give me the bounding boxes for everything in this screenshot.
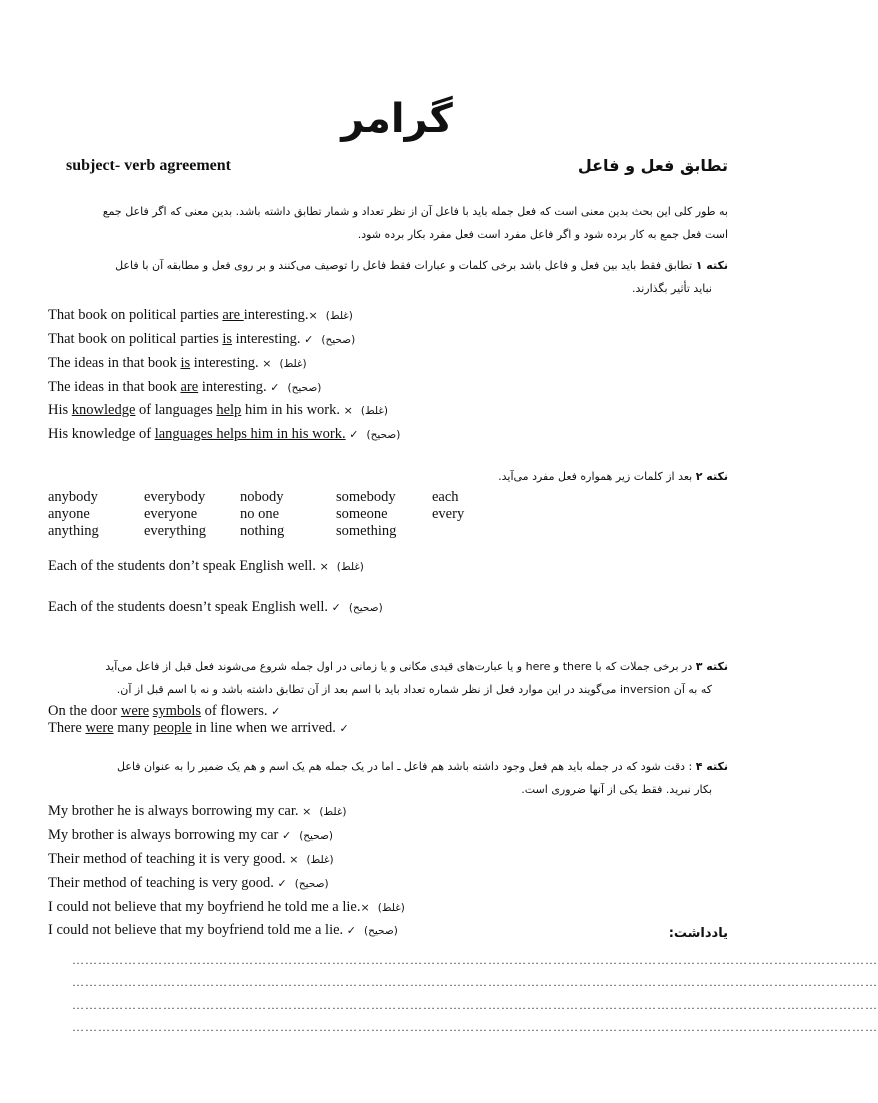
intro-paragraph <box>46 200 728 246</box>
example-row: Their method of teaching it is very good. × (غلط) <box>48 851 334 867</box>
subtitle-persian: تطابق فعل و فاعل <box>577 156 728 175</box>
word: everything <box>144 523 207 539</box>
word: somebody <box>336 489 396 505</box>
check-icon: ✓ <box>339 722 349 735</box>
example-row: Each of the students don’t speak English well. × (غلط) <box>48 558 364 574</box>
note-2-text: بعد از کلمات زیر همواره فعل مفرد می‌آید. <box>498 470 693 483</box>
check-icon: ✓ <box>281 829 292 842</box>
wrong-tag: (غلط) <box>319 806 347 818</box>
word: every <box>432 506 465 522</box>
word: someone <box>336 506 388 522</box>
note-1-label: نکته ۱ <box>695 259 728 272</box>
note-3-line-1: در برخی جملات که با there و here و یا عبارت‌های قیدی مکانی و یا زمانی در اول جمله شروع می‌شوند فعل قبل از فاعل می‌آید <box>105 660 693 673</box>
word: anything <box>48 523 99 539</box>
note-2-label: نکته ۲ <box>695 470 728 483</box>
note-line[interactable]: …………………………………………………………………………………………………………………………………………………………………… <box>72 1020 878 1034</box>
word: anybody <box>48 489 98 505</box>
example-row: On the door were symbols of flowers. ✓ <box>48 703 281 719</box>
note-1 <box>46 254 728 300</box>
notes-label: یادداشت: <box>668 926 728 941</box>
example-row: That book on political parties are interesting.× (غلط) <box>48 307 353 323</box>
check-icon: ✓ <box>277 877 287 890</box>
subtitle-english: subject- verb agreement <box>66 157 231 174</box>
intro-line-1: به طور کلی این بحث بدین معنی است که فعل جمله باید با فاعل آن از نظر تعداد و شمار تطابق داشته باشد. بدین معنی که اگر فاعل جمع <box>102 205 728 218</box>
note-4-label: نکته ۴ <box>695 760 728 773</box>
page-title: گرامر <box>341 96 453 142</box>
wrong-tag: (غلط) <box>377 902 405 914</box>
word: something <box>336 523 397 539</box>
correct-tag: (صحیح) <box>366 429 401 441</box>
note-3-line-2: که به آن inversion می‌گویند در این موارد فعل از نظر شماره تعداد باید با اسم بعد از آن تطابق داشته باشد و نه با اسم قبل از آن. <box>116 683 712 696</box>
note-3 <box>46 655 728 701</box>
word: nobody <box>240 489 284 505</box>
example-row: His knowledge of languages helps him in his work. ✓ (صحیح) <box>48 426 401 442</box>
check-icon: ✓ <box>304 333 314 346</box>
note-1-line-2: نباید تأثیر بگذارند. <box>631 282 712 295</box>
example-row: The ideas in that book is interesting. × (غلط) <box>48 355 307 371</box>
check-icon: ✓ <box>270 381 280 394</box>
note-line[interactable]: …………………………………………………………………………………………………………………………………………………………………… <box>72 953 878 967</box>
example-row: The ideas in that book are interesting. ✓ (صحیح) <box>48 379 322 395</box>
cross-icon: × <box>343 404 353 417</box>
intro-line-2: است فعل جمع به کار برده شود و اگر فاعل مفرد است فعل مفرد بکار برده شود. <box>357 228 728 241</box>
check-icon: ✓ <box>346 924 356 937</box>
correct-tag: (صحیح) <box>364 925 398 937</box>
example-row: His knowledge of languages help him in his work. × (غلط) <box>48 402 388 418</box>
check-icon: ✓ <box>349 428 359 441</box>
note-4-line-2: بکار نبرید. فقط یکی از آنها ضروری است. <box>521 783 712 796</box>
word: everyone <box>144 506 198 522</box>
word: everybody <box>144 489 206 505</box>
wrong-tag: (غلط) <box>325 310 353 322</box>
correct-tag: (صحیح) <box>321 334 356 346</box>
cross-icon: × <box>262 357 272 370</box>
correct-tag: (صحیح) <box>294 878 329 890</box>
note-2 <box>46 465 728 488</box>
correct-tag: (صحیح) <box>287 382 322 394</box>
note-line[interactable]: …………………………………………………………………………………………………………………………………………………………………… <box>72 998 878 1012</box>
cross-icon: × <box>360 901 370 914</box>
cross-icon: × <box>319 560 329 573</box>
example-row: I could not believe that my boyfriend told me a lie. ✓ (صحیح) <box>48 922 398 938</box>
correct-tag: (صحیح) <box>299 830 334 842</box>
check-icon: ✓ <box>331 601 341 614</box>
example-row: There were many people in line when we arrived. ✓ <box>48 720 349 736</box>
cross-icon: × <box>308 309 318 322</box>
wrong-tag: (غلط) <box>306 854 334 866</box>
word: anyone <box>48 506 90 522</box>
example-row: I could not believe that my boyfriend he told me a lie.× (غلط) <box>48 899 405 915</box>
cross-icon: × <box>302 805 312 818</box>
word: each <box>432 489 459 505</box>
example-row: Their method of teaching is very good. ✓ (صحیح) <box>48 875 329 891</box>
word: nothing <box>240 523 285 539</box>
example-row: My brother is always borrowing my car ✓ (صحیح) <box>48 827 334 843</box>
note-line[interactable]: …………………………………………………………………………………………………………………………………………………………………… <box>72 975 878 989</box>
word: no one <box>240 506 280 522</box>
note-4-line-1: : دقت شود که در جمله باید هم فعل وجود داشته باشد هم فاعل ـ اما در یک جمله هم یک اسم و هم یک ضمیر را به عنوان فاعل <box>117 760 693 773</box>
check-icon: ✓ <box>271 705 281 718</box>
note-4 <box>46 755 728 801</box>
example-row: Each of the students doesn’t speak English well. ✓ (صحیح) <box>48 599 383 615</box>
correct-tag: (صحیح) <box>348 602 383 614</box>
note-3-label: نکته ۳ <box>695 660 728 673</box>
example-row: That book on political parties is interesting. ✓ (صحیح) <box>48 331 356 347</box>
wrong-tag: (غلط) <box>279 358 307 370</box>
cross-icon: × <box>289 853 299 866</box>
example-row: My brother he is always borrowing my car. × (غلط) <box>48 803 347 819</box>
note-1-line-1: تطابق فقط باید بین فعل و فاعل باشد برخی کلمات و عبارات فقط فاعل را توصیف می‌کنند و بر روی فعل و مطابقه آن با فاعل <box>115 259 693 272</box>
wrong-tag: (غلط) <box>360 405 388 417</box>
wrong-tag: (غلط) <box>336 561 364 573</box>
